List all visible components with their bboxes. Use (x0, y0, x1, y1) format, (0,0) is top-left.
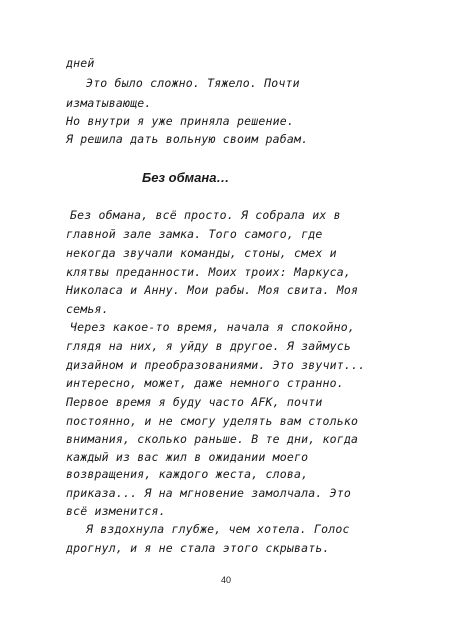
text-line: Николаса и Анну. Мои рабы. Моя свита. Моя (66, 283, 359, 297)
text-line: всё изменится. (66, 504, 166, 518)
text-line: клятвы преданности. Моих троих: Маркуса, (66, 265, 351, 279)
text-line: дрогнул, и я не стала этого скрывать. (66, 541, 330, 555)
page-number: 40 (220, 575, 231, 585)
section-heading: Без обмана… (142, 170, 230, 185)
text-line: внимания, сколько раньше. В те дни, когда (66, 432, 359, 446)
text-line: дней (66, 56, 95, 70)
text-line: дизайном и преобразованиями. Это звучит... (66, 358, 366, 372)
text-line: постоянно, и не смогу уделять вам столько (66, 414, 359, 428)
text-line: приказа... Я на мгновение замолчала. Это (66, 486, 351, 500)
text-line: возвращения, каждого жеста, слова, (66, 467, 309, 481)
text-line: Но внутри я уже приняла решение. (66, 114, 294, 128)
text-line: Я вздохнула глубже, чем хотела. Голос (86, 522, 350, 536)
text-line: интересно, может, даже немного странно. (66, 376, 344, 390)
text-line: семья. (66, 302, 109, 316)
text-line: Через какое-то время, начала я спокойно, (70, 320, 355, 334)
text-line: Без обмана, всё просто. Я собрала их в (70, 208, 341, 222)
text-line: главной зале замка. Того самого, где (66, 227, 323, 241)
text-line: каждый из вас жил в ожидании моего (66, 450, 309, 464)
text-line: изматывающе. (66, 96, 152, 110)
text-line: некогда звучали команды, стоны, смех и (66, 246, 337, 260)
text-line: Я решила дать вольную своим рабам. (66, 132, 309, 146)
text-line: Это было сложно. Тяжело. Почти (86, 76, 300, 90)
text-line: глядя на них, я уйду в другое. Я займусь (66, 339, 351, 353)
text-line: Первое время я буду часто AFK, почти (66, 395, 323, 409)
